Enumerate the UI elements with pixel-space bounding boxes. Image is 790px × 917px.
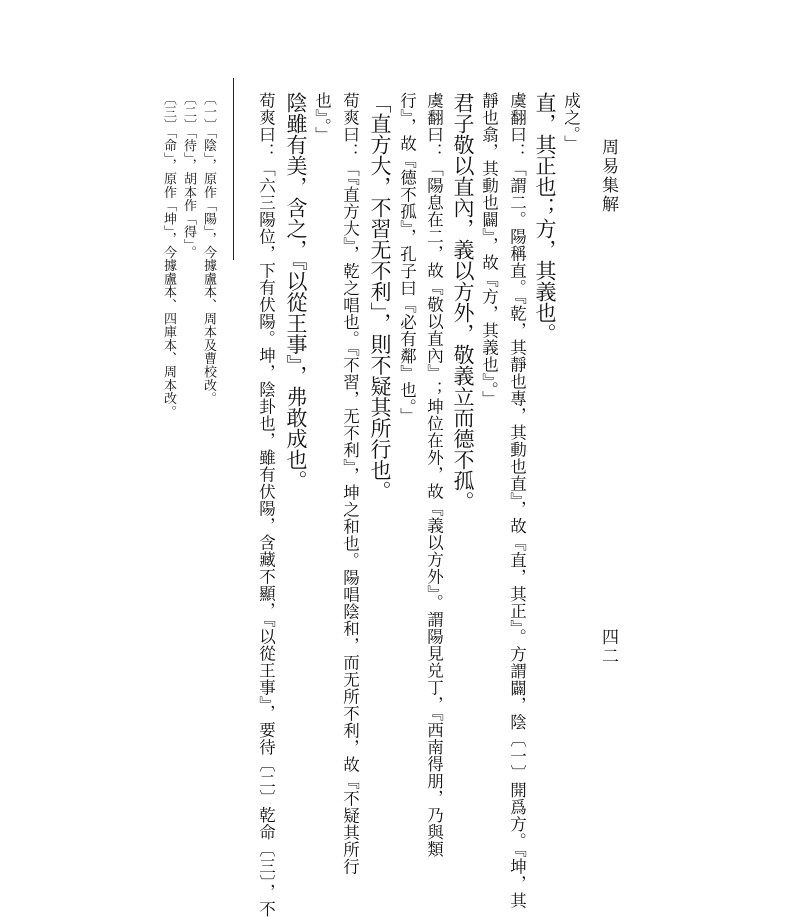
text-column: 成之。」 (561, 92, 581, 152)
page-number: 四二 (598, 628, 618, 666)
footnote: 〔三〕「命」，原作「坤」，今據盧本、四庫本、周本改。 (161, 92, 176, 419)
text-column: 行』，故『德不孤』，孔子曰『必有鄰』也。」 (397, 92, 417, 425)
text-column: 靜也翕，其動也闢』，故『方，其義也』。」 (479, 92, 499, 408)
text-column: 直，其正也；方，其義也。 (533, 92, 557, 344)
text-column: 陰雖有美，含之，『以從王事』，弗敢成也。 (284, 92, 308, 491)
text-column: 虞翻曰：「謂二。陽稱直。『乾，其靜也專，其動也直』，故『直，其正』。方謂闢，陰〔一〕開爲方。『坤，其 (507, 92, 527, 909)
footnote: 〔二〕「待」，胡本作「得」。 (181, 92, 196, 259)
text-column: 也』。」 (312, 92, 332, 144)
footnote-divider (233, 78, 234, 260)
text-column: 「直方大，不習无不利」，則不疑其所行也。 (368, 92, 392, 502)
text-column: 荀爽曰：「六三陽位，下有伏陽。坤，陰卦也，雖有伏陽，含藏不顯，『以從王事』，要待〔二〕乾命〔三〕，不 (256, 92, 276, 917)
text-column: 君子敬以直內，義以方外，敬義立而德不孤。 (451, 92, 475, 512)
text-column: 虞翻曰：「陽息在二，故『敬以直內』；坤位在外，故『義以方外』。謂陽見兑丁，『西南得朋，乃與類 (424, 92, 444, 858)
footnote: 〔一〕「陰」，原作「陽」，今據盧本、周本及曹校改。 (201, 92, 216, 405)
text-column: 荀爽曰：「『直方大』，乾之唱也。『不習，无不利』，坤之和也。陽唱陰和，而无所不利，故『不疑其所行 (340, 92, 360, 875)
running-title: 周易集解 (598, 138, 618, 214)
